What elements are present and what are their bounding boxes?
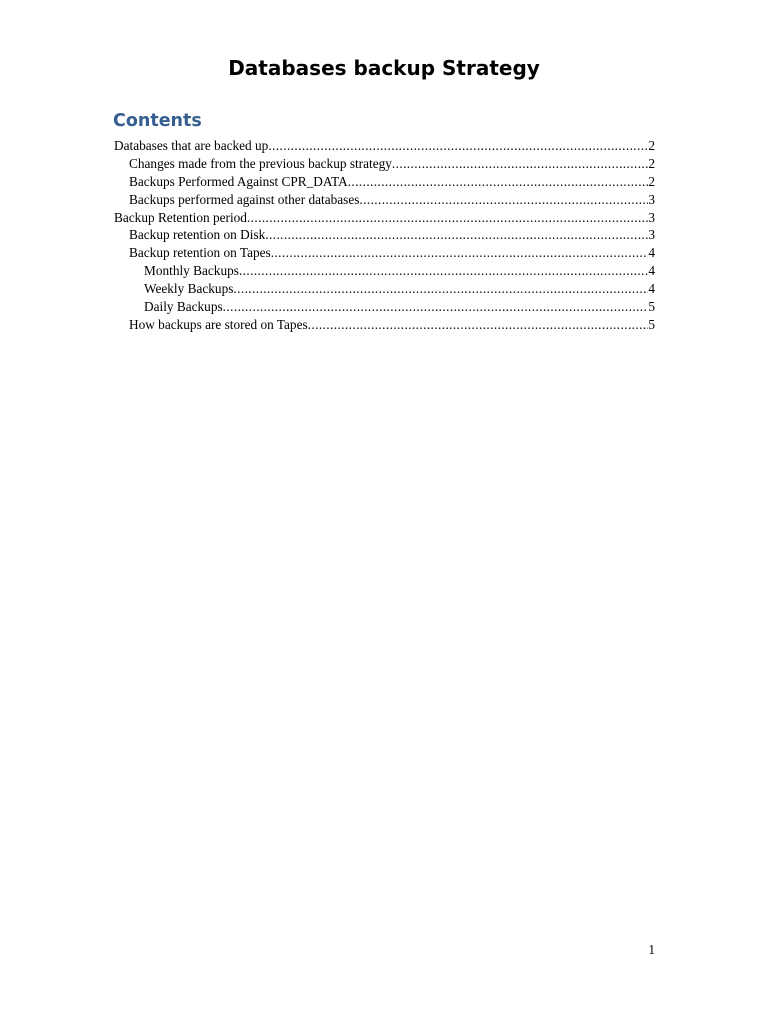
toc-dot-leader: [348, 173, 649, 191]
toc-entry[interactable]: [114, 280, 655, 298]
toc-entry-label: Weekly Backups: [144, 281, 234, 297]
toc-entry-label: How backups are stored on Tapes: [129, 316, 308, 332]
toc-dot-leader: [392, 155, 648, 173]
toc-entry-label: Backups Performed Against CPR_DATA: [129, 173, 348, 189]
page-number: 1: [648, 942, 655, 957]
toc-entry-page: 4: [648, 263, 655, 279]
toc-entry-page: 4: [648, 245, 655, 261]
toc-entry[interactable]: [114, 173, 655, 191]
toc-entry[interactable]: [114, 155, 655, 173]
toc-entry-page: 3: [648, 209, 655, 225]
toc-entry-label: Changes made from the previous backup strategy: [129, 155, 392, 171]
document-title: Databases backup Strategy: [228, 56, 540, 80]
toc-entry-page: 2: [648, 173, 655, 189]
toc-entry-page: 5: [648, 316, 655, 332]
toc-entry-label: Monthly Backups: [144, 263, 239, 279]
toc-dot-leader: [271, 244, 649, 262]
toc-dot-leader: [247, 209, 648, 227]
toc-entry[interactable]: [114, 316, 655, 334]
toc-dot-leader: [233, 280, 648, 298]
toc-entry-page: 4: [648, 281, 655, 297]
toc-dot-leader: [223, 298, 649, 316]
toc-entry-label: Backup retention on Disk: [129, 227, 266, 243]
toc-entry[interactable]: [114, 298, 655, 316]
toc-dot-leader: [265, 226, 648, 244]
toc-entry[interactable]: [114, 226, 655, 244]
toc-entry-page: 3: [648, 227, 655, 243]
toc-entry-page: 5: [648, 299, 655, 315]
toc-entry-page: 3: [648, 191, 655, 207]
toc-dot-leader: [308, 316, 649, 334]
toc-entry-label: Backup Retention period: [114, 209, 247, 225]
table-of-contents: [114, 137, 655, 334]
toc-entry-page: 2: [648, 138, 655, 153]
toc-entry[interactable]: [114, 209, 655, 227]
toc-entry[interactable]: [114, 262, 655, 280]
toc-entry[interactable]: [114, 244, 655, 262]
toc-dot-leader: [359, 191, 648, 209]
toc-entry-label: Databases that are backed up: [114, 138, 269, 153]
toc-heading: Contents: [113, 111, 202, 131]
toc-dot-leader: [239, 262, 648, 280]
toc-entry-label: Backup retention on Tapes: [129, 245, 271, 261]
toc-entry[interactable]: [114, 137, 655, 155]
toc-entry-label: Daily Backups: [144, 299, 223, 315]
toc-entry[interactable]: [114, 191, 655, 209]
toc-entry-page: 2: [648, 155, 655, 171]
toc-dot-leader: [268, 137, 648, 155]
toc-entry-label: Backups performed against other databases: [129, 191, 360, 207]
